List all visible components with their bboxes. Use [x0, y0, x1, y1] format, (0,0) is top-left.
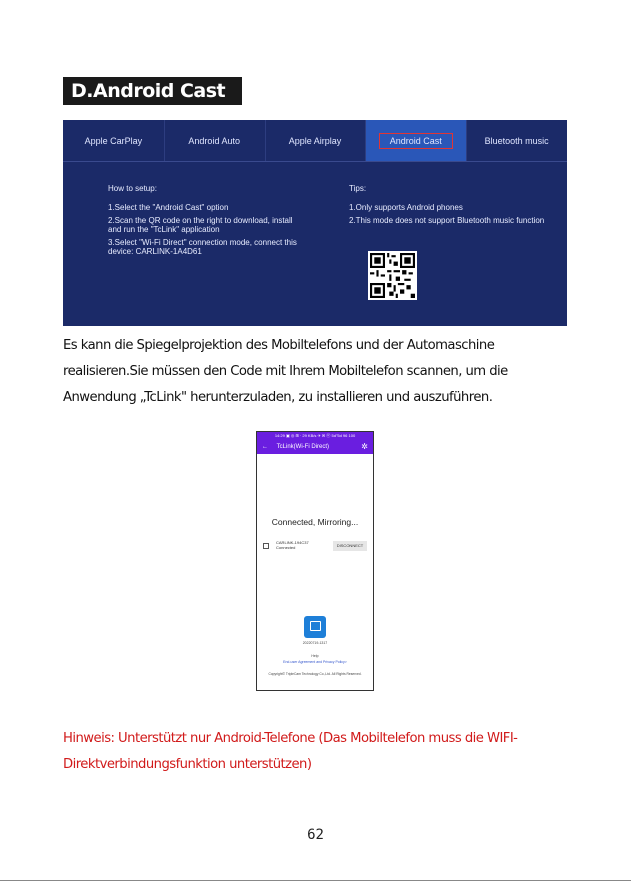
device-name: CARLINK-194C37 — [276, 540, 309, 545]
page-number: 62 — [307, 827, 324, 843]
tab-label: Apple CarPlay — [84, 136, 143, 146]
hint-note: Hinweis: Unterstützt nur Android-Telefone (Das Mobiltelefon muss die WIFI-Direktverbindungsfunktion unterstützen) — [63, 731, 518, 772]
tab-label: Apple Airplay — [288, 136, 342, 146]
tips — [349, 184, 549, 229]
tab-android-auto[interactable] — [164, 120, 265, 161]
app-version: 20220719-1317 — [302, 641, 328, 645]
tab-label: Android Cast — [379, 133, 453, 149]
qr-code-icon — [368, 251, 417, 300]
setup-step-3: 3.Select "Wi-Fi Direct" connection mode, connect this device: CARLINK-1A4D61 — [108, 238, 297, 256]
phone-screenshot — [256, 431, 374, 691]
mirror-status: Connected, Mirroring... — [271, 517, 359, 527]
tab-bluetooth-music[interactable] — [466, 120, 567, 161]
tab-label: Android Auto — [188, 136, 240, 146]
tip-2: 2.This mode does not support Bluetooth music function — [349, 216, 545, 225]
copyright: Copyright© TripleCam Technology Co.,Ltd. All Rights Reserved. — [268, 672, 362, 676]
description-paragraph: Es kann die Spiegelprojektion des Mobiltelefons und der Automaschine realisieren.Sie müssen den Code mit Ihrem Mobiltelefon scannen, um die Anwendung „TcLink" herunterzuladen, zu installieren und auszuführen. — [63, 338, 508, 405]
app-title: TcLink(Wi-Fi Direct) — [276, 444, 330, 450]
tip-1: 1.Only supports Android phones — [349, 203, 463, 212]
device-status: Connected — [276, 545, 296, 550]
tips-heading: Tips: — [349, 184, 367, 193]
section-title: D.Android Cast — [63, 77, 242, 105]
disconnect-button[interactable]: DISCONNECT — [333, 541, 367, 551]
setup-instructions — [108, 184, 308, 260]
phone-status-bar: 14:29 ▣ ◎ ⊞ · 29 KB/s ✈ ✉ ⓦ 5d"5d 96 100 — [257, 432, 373, 440]
device-row — [263, 539, 367, 553]
mode-tabs — [63, 120, 567, 162]
tab-android-cast[interactable] — [365, 120, 466, 161]
help-link[interactable]: Help — [311, 654, 319, 658]
app-bar — [257, 440, 373, 454]
tab-apple-airplay[interactable] — [265, 120, 366, 161]
tab-apple-carplay[interactable] — [63, 120, 164, 161]
tab-label: Bluetooth music — [484, 136, 549, 146]
car-screen-screenshot — [63, 120, 567, 326]
device-info — [276, 540, 309, 550]
device-checkbox[interactable] — [263, 543, 269, 549]
cast-app-icon — [304, 616, 326, 638]
back-arrow-icon[interactable]: ← — [262, 444, 268, 450]
gear-icon[interactable]: ✲ — [361, 442, 368, 451]
setup-step-2: 2.Scan the QR code on the right to download, install and run the "TcLink" application — [108, 216, 293, 234]
setup-heading: How to setup: — [108, 184, 157, 193]
agreement-link[interactable]: End-user Agreement and Privacy Policy> — [283, 660, 347, 664]
setup-step-1: 1.Select the "Android Cast" option — [108, 203, 229, 212]
bottom-divider — [0, 880, 631, 881]
